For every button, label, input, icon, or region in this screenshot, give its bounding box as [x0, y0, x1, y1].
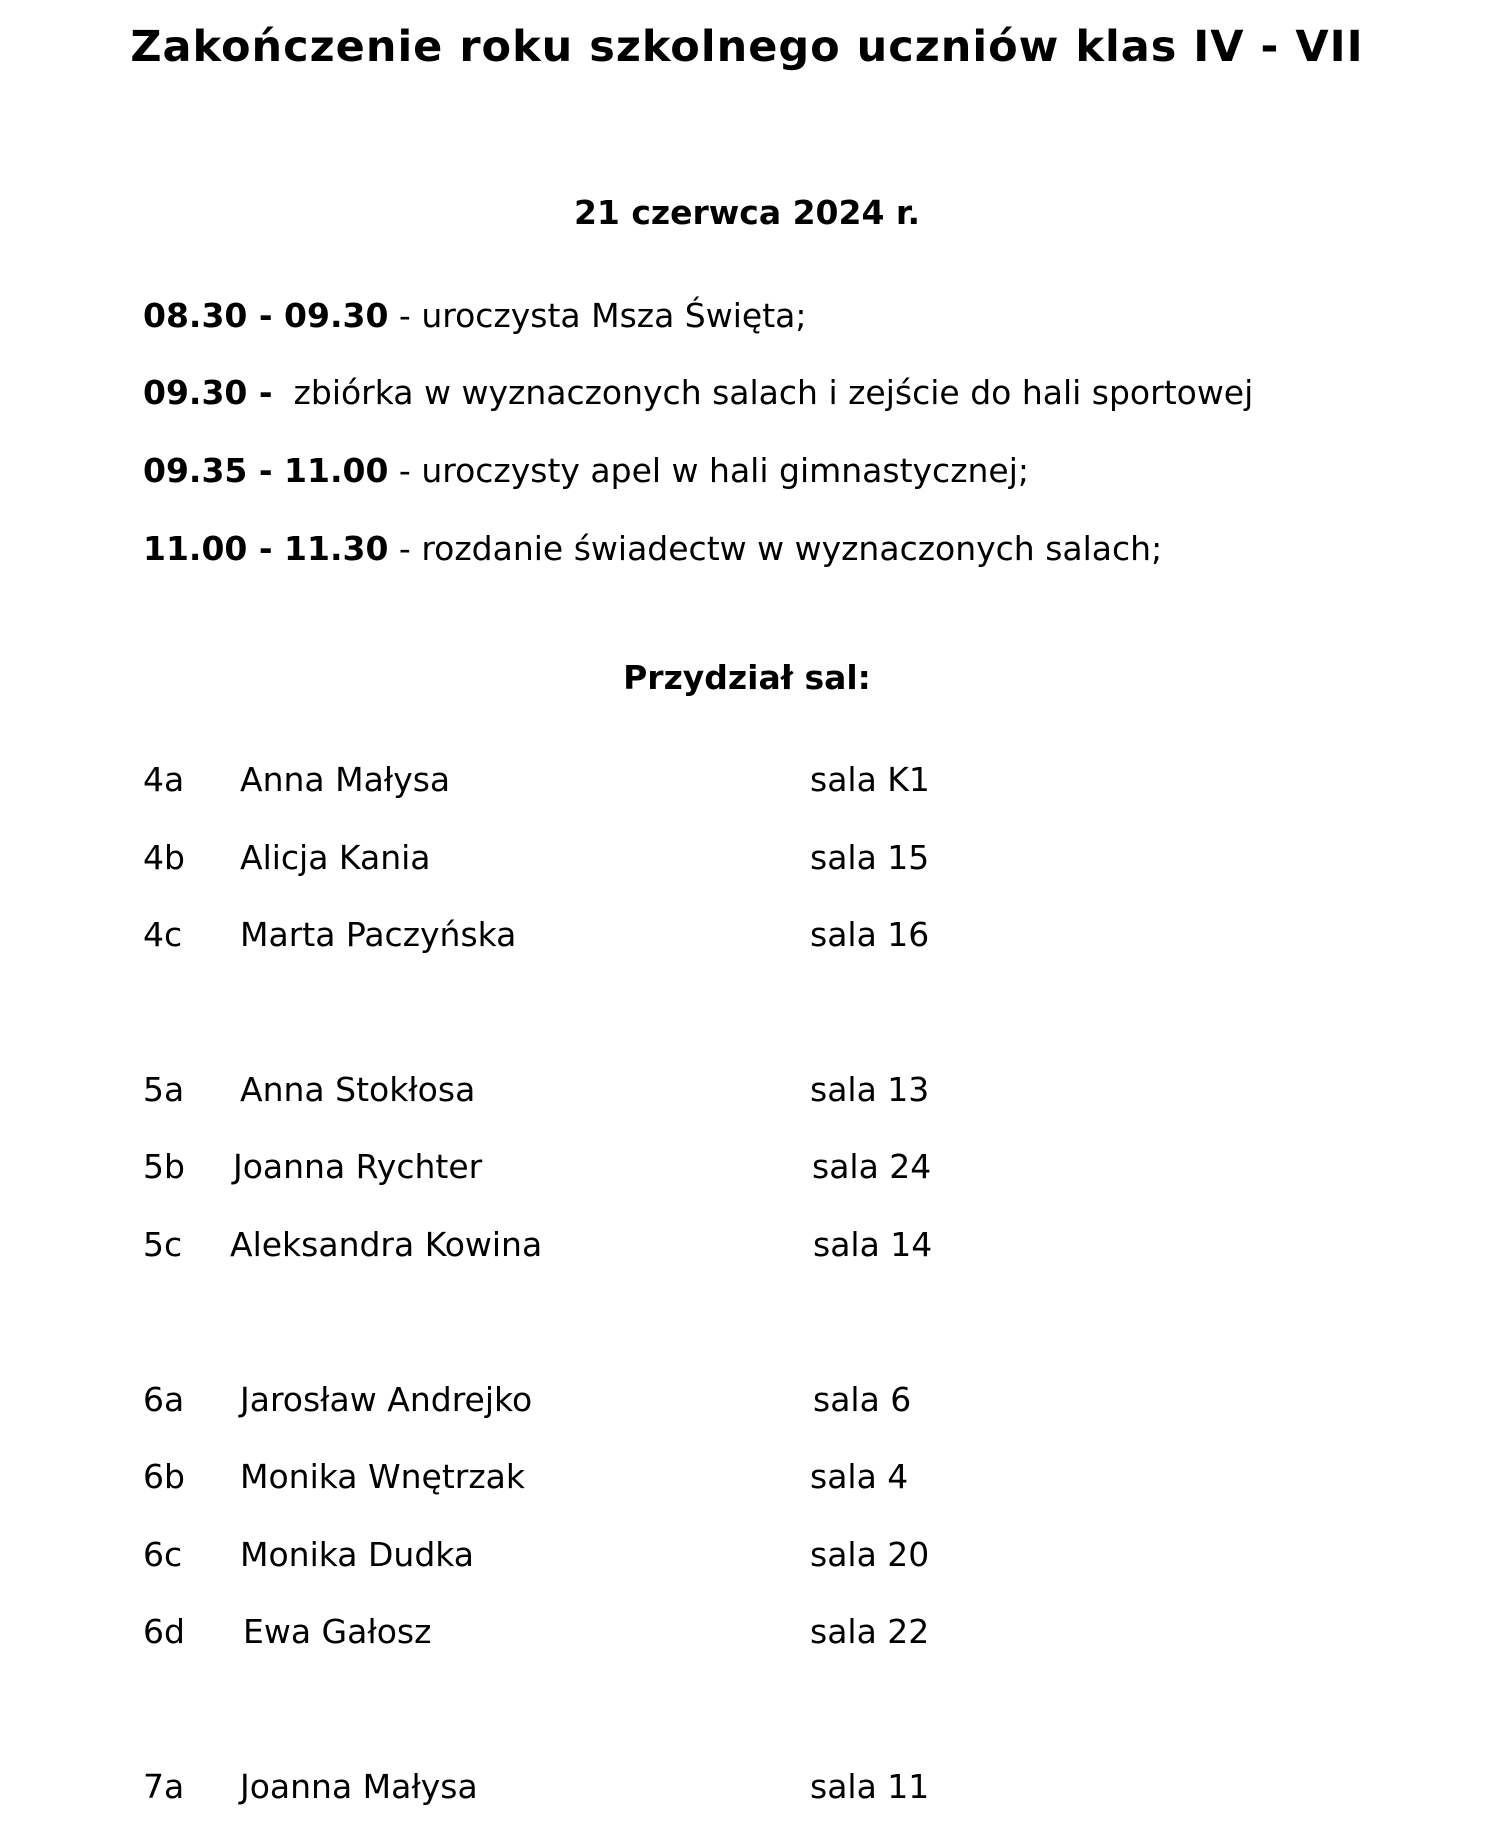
schedule-item — [143, 529, 1162, 568]
teacher-name: Joanna Małysa — [240, 1767, 478, 1806]
room-name: sala 4 — [810, 1457, 909, 1496]
schedule-item — [143, 296, 807, 335]
schedule-time: 11.00 - 11.30 — [143, 529, 389, 568]
teacher-name: Monika Wnętrzak — [240, 1457, 525, 1496]
teacher-name: Marta Paczyńska — [240, 915, 517, 954]
class-name: 6d — [143, 1612, 185, 1651]
class-name: 6c — [143, 1535, 183, 1574]
class-name: 4a — [143, 760, 185, 799]
assignment-row — [0, 1147, 1494, 1191]
class-name: 6a — [143, 1380, 185, 1419]
assignment-row — [0, 1612, 1494, 1656]
event-date: 21 czerwca 2024 r. — [573, 193, 921, 232]
assignment-row — [0, 1070, 1494, 1114]
room-name: sala 14 — [813, 1225, 933, 1264]
teacher-name: Alicja Kania — [240, 838, 431, 877]
schedule-time: 08.30 - 09.30 — [143, 296, 389, 335]
assignment-row — [0, 760, 1494, 804]
schedule-item — [143, 451, 1029, 490]
class-name: 5c — [143, 1225, 183, 1264]
schedule-time: 09.35 - 11.00 — [143, 451, 389, 490]
class-name: 5a — [143, 1070, 185, 1109]
teacher-name: Aleksandra Kowina — [230, 1225, 543, 1264]
schedule-description: - uroczysty apel w hali gimnastycznej; — [388, 451, 1030, 490]
room-name: sala 20 — [810, 1535, 930, 1574]
assignment-row — [0, 1225, 1494, 1269]
class-name: 7a — [143, 1767, 185, 1806]
assignment-row — [0, 1535, 1494, 1579]
assignment-row — [0, 1380, 1494, 1424]
teacher-name: Jarosław Andrejko — [240, 1380, 533, 1419]
room-name: sala 13 — [810, 1070, 930, 1109]
room-name: sala 22 — [810, 1612, 930, 1651]
schedule-description: zbiórka w wyznaczonych salach i zejście do hali sportowej — [272, 373, 1254, 412]
room-name: sala 24 — [812, 1147, 932, 1186]
schedule-item — [143, 373, 1253, 412]
schedule-time: 09.30 - — [143, 373, 273, 412]
room-name: sala K1 — [810, 760, 930, 799]
schedule-description: - uroczysta Msza Święta; — [388, 296, 807, 335]
assignment-row — [0, 1767, 1494, 1811]
teacher-name: Anna Stokłosa — [240, 1070, 476, 1109]
schedule-description: - rozdanie świadectw w wyznaczonych salach; — [388, 529, 1163, 568]
assignment-row — [0, 1457, 1494, 1501]
document-title: Zakończenie roku szkolnego uczniów klas IV - VII — [130, 22, 1364, 72]
teacher-name: Anna Małysa — [240, 760, 451, 799]
class-name: 6b — [143, 1457, 185, 1496]
class-name: 5b — [143, 1147, 185, 1186]
room-name: sala 15 — [810, 838, 930, 877]
assignment-row — [0, 838, 1494, 882]
teacher-name: Monika Dudka — [240, 1535, 475, 1574]
assignments-heading: Przydział sal: — [623, 658, 871, 697]
class-name: 4c — [143, 915, 183, 954]
teacher-name: Joanna Rychter — [233, 1147, 483, 1186]
room-name: sala 16 — [810, 915, 930, 954]
room-name: sala 11 — [810, 1767, 930, 1806]
room-name: sala 6 — [813, 1380, 912, 1419]
assignment-row — [0, 915, 1494, 959]
class-name: 4b — [143, 838, 185, 877]
teacher-name: Ewa Gałosz — [243, 1612, 432, 1651]
